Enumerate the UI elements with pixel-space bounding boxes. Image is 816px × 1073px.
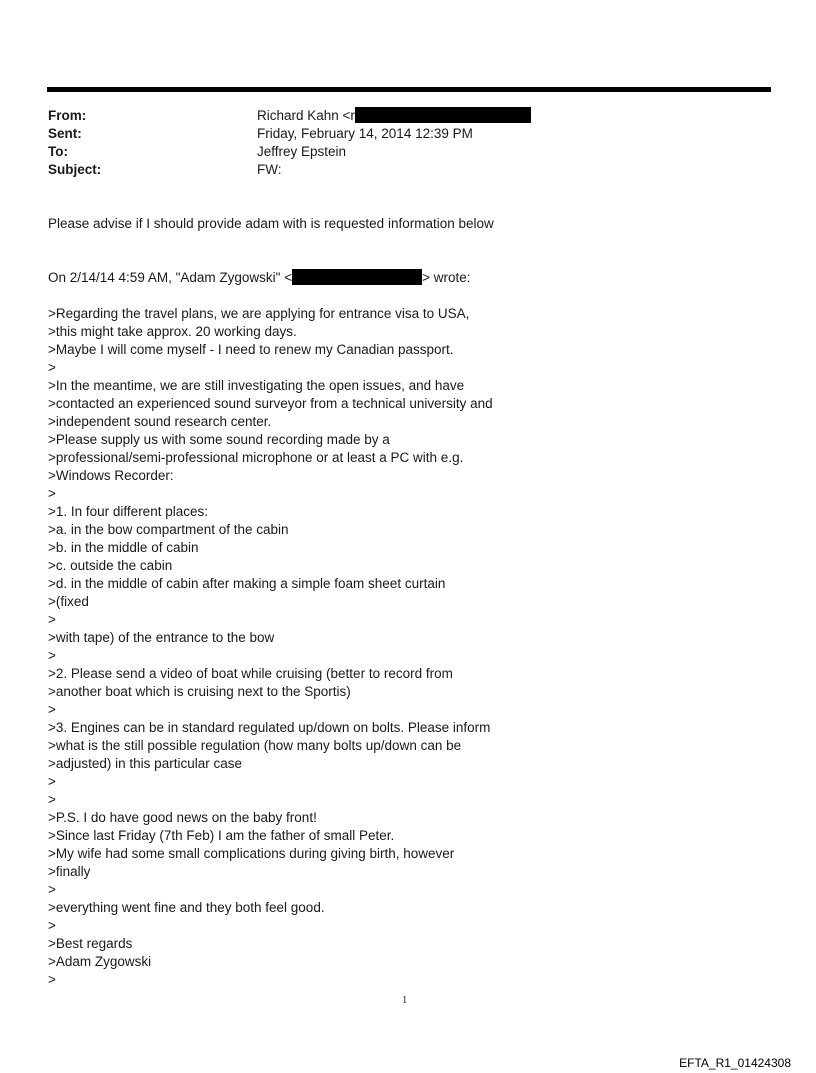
quoted-line: >1. In four different places: (48, 504, 208, 519)
quoted-line: >contacted an experienced sound surveyor from a technical university and (48, 396, 493, 411)
to-row (48, 143, 748, 161)
quoted-line: >a. in the bow compartment of the cabin (48, 522, 289, 537)
quoted-line: >with tape) of the entrance to the bow (48, 630, 275, 645)
from-sender-text: Richard Kahn <r (257, 108, 355, 123)
quoted-line: >independent sound research center. (48, 414, 272, 429)
from-value (257, 107, 531, 125)
quoted-line: >Best regards (48, 936, 133, 951)
document-id: EFTA_R1_01424308 (679, 1056, 791, 1070)
quoted-line: >this might take approx. 20 working days. (48, 324, 297, 339)
quoted-line: >My wife had some small complications during giving birth, however (48, 846, 455, 861)
quoted-line: > (48, 792, 56, 807)
quoted-line: >Since last Friday (7th Feb) I am the father of small Peter. (48, 828, 395, 843)
quoted-line: > (48, 972, 56, 987)
quoted-line: >adjusted) in this particular case (48, 756, 242, 771)
quoted-line: >Windows Recorder: (48, 468, 174, 483)
subject-value: FW: (257, 162, 282, 177)
intro-text: Please advise if I should provide adam with is requested information below (48, 216, 494, 231)
quoted-line: >d. in the middle of cabin after making a simple foam sheet curtain (48, 576, 446, 591)
quoted-line: >2. Please send a video of boat while cruising (better to record from (48, 666, 453, 681)
quoted-line: >finally (48, 864, 91, 879)
sent-label: Sent: (48, 126, 82, 141)
sent-value: Friday, February 14, 2014 12:39 PM (257, 126, 473, 141)
sent-row (48, 125, 748, 143)
quoted-line: > (48, 648, 56, 663)
quoted-line: >c. outside the cabin (48, 558, 173, 573)
to-value: Jeffrey Epstein (257, 144, 347, 159)
quote-header (48, 269, 471, 287)
quoted-line: >P.S. I do have good news on the baby front! (48, 810, 317, 825)
quoted-line: > (48, 360, 56, 375)
quoted-line: >3. Engines can be in standard regulated up/down on bolts. Please inform (48, 720, 491, 735)
quoted-line: > (48, 774, 56, 789)
quoted-line: >In the meantime, we are still investigating the open issues, and have (48, 378, 465, 393)
to-label: To: (48, 144, 68, 159)
from-label: From: (48, 108, 87, 123)
quote-header-suffix: > wrote: (422, 270, 471, 285)
quoted-message (48, 305, 768, 989)
quoted-line: > (48, 486, 56, 501)
redaction-block (292, 269, 422, 285)
from-row (48, 107, 748, 125)
quote-header-prefix: On 2/14/14 4:59 AM, "Adam Zygowski" < (48, 270, 293, 285)
subject-label: Subject: (48, 162, 102, 177)
email-body (48, 215, 768, 987)
redaction-block (355, 107, 531, 123)
quoted-line: > (48, 918, 56, 933)
quoted-line: >Please supply us with some sound recording made by a (48, 432, 390, 447)
quoted-line: > (48, 612, 56, 627)
subject-row (48, 161, 748, 179)
quoted-line: >(fixed (48, 594, 89, 609)
quoted-line: >what is the still possible regulation (how many bolts up/down can be (48, 738, 462, 753)
quoted-line: > (48, 882, 56, 897)
quoted-line: >b. in the middle of cabin (48, 540, 199, 555)
email-header (48, 107, 748, 179)
quoted-line: >everything went fine and they both feel good. (48, 900, 325, 915)
quoted-line: >Maybe I will come myself - I need to renew my Canadian passport. (48, 342, 454, 357)
quoted-line: >Adam Zygowski (48, 954, 152, 969)
header-divider (47, 87, 771, 92)
quoted-line: > (48, 702, 56, 717)
quoted-line: >Regarding the travel plans, we are applying for entrance visa to USA, (48, 306, 470, 321)
quoted-line: >professional/semi-professional microphone or at least a PC with e.g. (48, 450, 464, 465)
page-number: 1 (402, 995, 408, 1006)
quoted-line: >another boat which is cruising next to the Sportis) (48, 684, 351, 699)
